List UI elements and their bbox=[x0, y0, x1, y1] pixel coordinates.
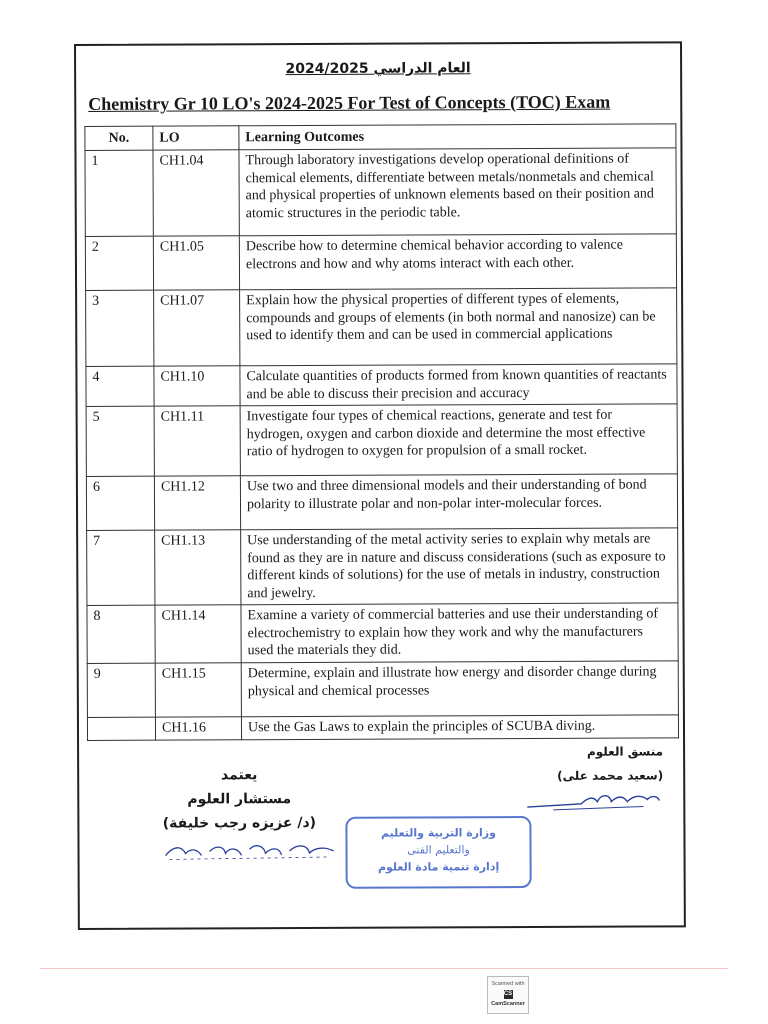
scan-edge-line bbox=[40, 968, 728, 969]
camscanner-watermark bbox=[487, 976, 529, 1014]
learning-outcome: Use the Gas Laws to explain the principles of SCUBA diving. bbox=[241, 715, 678, 739]
scanned-with-label: Scanned with bbox=[491, 981, 525, 987]
learning-outcome: Through laboratory investigations develop operational definitions of chemical elements, differentiate between metals/nonmetals and chemical and physical properties of unknown elements based on their position and atomic structures in the periodic table. bbox=[239, 148, 676, 236]
advisor-role: مستشار العلوم bbox=[187, 791, 292, 808]
table-header-row bbox=[85, 124, 676, 151]
camscanner-brand: CamScanner bbox=[491, 1001, 525, 1007]
lo-code: CH1.15 bbox=[155, 663, 241, 717]
row-number bbox=[87, 717, 155, 740]
row-number: 3 bbox=[86, 290, 154, 366]
lo-code: CH1.07 bbox=[154, 290, 240, 366]
table-row bbox=[86, 288, 677, 367]
lo-code: CH1.11 bbox=[154, 406, 240, 476]
lo-code: CH1.13 bbox=[155, 530, 241, 605]
coordinator-signature bbox=[523, 789, 663, 812]
academic-year-heading: العام الدراسي 2024/2025 bbox=[285, 60, 471, 78]
camscanner-logo-icon: CS bbox=[503, 991, 513, 997]
coordinator-role: منسق العلوم bbox=[586, 744, 664, 759]
lo-code: CH1.10 bbox=[154, 366, 240, 406]
stamp-line-2: والتعليم الفنى bbox=[407, 843, 470, 857]
column-header-outcomes: Learning Outcomes bbox=[239, 124, 676, 150]
advisor-signature bbox=[159, 837, 339, 864]
column-header-lo: LO bbox=[153, 126, 239, 150]
table-row bbox=[85, 234, 676, 291]
stamp-line-3: إدارة تنمية مادة العلوم bbox=[377, 860, 500, 874]
learning-outcome: Investigate four types of chemical reactions, generate and test for hydrogen, oxygen and carbon dioxide and determine the most effective ratio of hydrogen to oxygen for propulsion of a small rocket. bbox=[240, 404, 677, 476]
table-row bbox=[87, 661, 678, 718]
stamp-line-1: وزارة التربية والتعليم bbox=[380, 826, 496, 840]
lo-code: CH1.04 bbox=[153, 150, 239, 236]
table-row bbox=[86, 404, 677, 477]
science-coordinator-block bbox=[513, 739, 663, 812]
row-number: 5 bbox=[86, 406, 154, 476]
table-row bbox=[85, 148, 676, 237]
row-number: 2 bbox=[85, 236, 153, 290]
approve-label: يعتمد bbox=[220, 767, 258, 784]
row-number: 8 bbox=[87, 605, 155, 663]
column-header-no: No. bbox=[85, 126, 153, 150]
document-frame bbox=[74, 41, 686, 930]
row-number: 9 bbox=[87, 663, 155, 717]
row-number: 4 bbox=[86, 366, 154, 406]
learning-outcomes-table bbox=[84, 123, 679, 740]
learning-outcome: Examine a variety of commercial batteries and use their understanding of electrochemistry to explain how they work and why the manufacturers used the materials they did. bbox=[241, 603, 678, 663]
lo-code: CH1.14 bbox=[155, 605, 241, 663]
document-title: Chemistry Gr 10 LO's 2024-2025 For Test of Concepts (TOC) Exam bbox=[88, 91, 611, 114]
row-number: 1 bbox=[85, 150, 153, 236]
learning-outcome: Determine, explain and illustrate how energy and disorder change during physical and chemical processes bbox=[241, 661, 678, 717]
table-row bbox=[87, 603, 678, 664]
table-row bbox=[87, 715, 678, 740]
advisor-name: (د/ عزيزه رجب خليفة) bbox=[162, 814, 317, 832]
row-number: 6 bbox=[86, 476, 154, 530]
learning-outcome: Explain how the physical properties of different types of elements, compounds and groups of elements (in both normal and nanosize) can be used to identify them and can be used in commercial applications bbox=[240, 288, 677, 366]
lo-code: CH1.05 bbox=[153, 236, 239, 290]
learning-outcome: Use understanding of the metal activity series to explain why metals are found as they are in nature and discuss considerations (such as exposure to different kinds of solutions) for the use of metals in industry, construction and jewelry. bbox=[241, 528, 678, 605]
lo-code: CH1.12 bbox=[154, 476, 240, 530]
science-advisor-block bbox=[139, 763, 339, 864]
lo-code: CH1.16 bbox=[155, 717, 241, 740]
learning-outcome: Describe how to determine chemical behavior according to valence electrons and how and why atoms interact with each other. bbox=[239, 234, 676, 290]
learning-outcome: Calculate quantities of products formed from known quantities of reactants and be able to discuss their precision and accuracy bbox=[240, 364, 677, 406]
row-number: 7 bbox=[87, 530, 155, 605]
table-row bbox=[87, 528, 678, 606]
table-row bbox=[86, 474, 677, 531]
coordinator-name: (سعيد محمد على) bbox=[557, 768, 664, 783]
learning-outcome: Use two and three dimensional models and their understanding of bond polarity to illustrate polar and non-polar inter-molecular forces. bbox=[240, 474, 677, 530]
table-row bbox=[86, 364, 677, 407]
ministry-stamp bbox=[345, 816, 531, 889]
